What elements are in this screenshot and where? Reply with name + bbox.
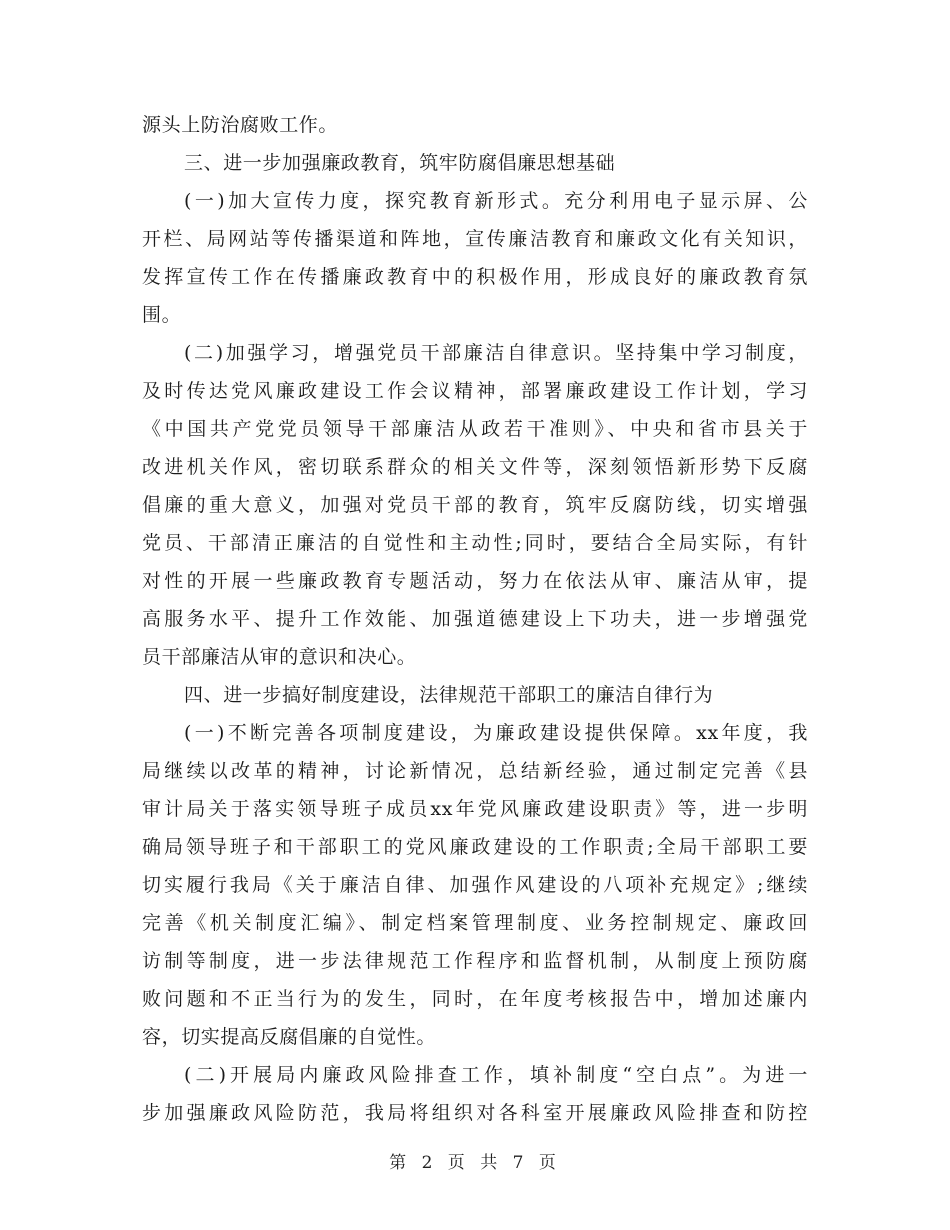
text-line: (二)开展局内廉政风险排查工作，填补制度“空白点”。为进一 <box>184 1064 808 1086</box>
text-line: 《中国共产党党员领导干部廉洁从政若干准则》、中央和省市县关于 <box>142 418 808 440</box>
text-line: 切实履行我局《关于廉洁自律、加强作风建设的八项补充规定》;继续 <box>142 874 808 896</box>
text-line: 及时传达党风廉政建设工作会议精神，部署廉政建设工作计划，学习 <box>142 380 808 402</box>
text-line: 发挥宣传工作在传播廉政教育中的积极作用，形成良好的廉政教育氛 <box>142 266 808 288</box>
text-line: 对性的开展一些廉政教育专题活动，努力在依法从审、廉洁从审，提 <box>142 570 808 592</box>
text-line: 步加强廉政风险防范，我局将组织对各科室开展廉政风险排查和防控 <box>142 1102 808 1124</box>
text-line: 开栏、局网站等传播渠道和阵地，宣传廉洁教育和廉政文化有关知识， <box>142 228 808 250</box>
page-footer: 第 2 页 共 7 页 <box>389 1153 561 1173</box>
text-line: 审计局关于落实领导班子成员xx年党风廉政建设职责》等，进一步明 <box>142 798 808 820</box>
text-line: 改进机关作风，密切联系群众的相关文件等，深刻领悟新形势下反腐 <box>142 456 808 478</box>
text-line: (一)加大宣传力度，探究教育新形式。充分利用电子显示屏、公 <box>184 190 808 212</box>
text-line: 倡廉的重大意义，加强对党员干部的教育，筑牢反腐防线，切实增强 <box>142 494 808 516</box>
text-line: 局继续以改革的精神，讨论新情况，总结新经验，通过制定完善《县 <box>142 760 808 782</box>
text-line: 完善《机关制度汇编》、制定档案管理制度、业务控制规定、廉政回 <box>142 912 808 934</box>
text-line: 源头上防治腐败工作。 <box>142 114 339 136</box>
text-line: 三、进一步加强廉政教育，筑牢防腐倡廉思想基础 <box>184 152 616 174</box>
text-line: 四、进一步搞好制度建设，法律规范干部职工的廉洁自律行为 <box>184 684 714 706</box>
text-line: 党员、干部清正廉洁的自觉性和主动性;同时，要结合全局实际，有针 <box>142 532 808 554</box>
text-line: (二)加强学习，增强党员干部廉洁自律意识。坚持集中学习制度， <box>184 342 808 364</box>
text-line: 访制等制度，进一步法律规范工作程序和监督机制，从制度上预防腐 <box>142 950 808 972</box>
text-line: 容，切实提高反腐倡廉的自觉性。 <box>142 1026 437 1048</box>
text-line: 围。 <box>142 304 182 326</box>
text-line: 败问题和不正当行为的发生，同时，在年度考核报告中，增加述廉内 <box>142 988 808 1010</box>
text-line: (一)不断完善各项制度建设，为廉政建设提供保障。xx年度，我 <box>184 722 808 744</box>
text-line: 员干部廉洁从审的意识和决心。 <box>142 646 417 668</box>
text-line: 高服务水平、提升工作效能、加强道德建设上下功夫，进一步增强党 <box>142 608 808 630</box>
document-body <box>142 106 808 1132</box>
text-line: 确局领导班子和干部职工的党风廉政建设的工作职责;全局干部职工要 <box>142 836 808 858</box>
